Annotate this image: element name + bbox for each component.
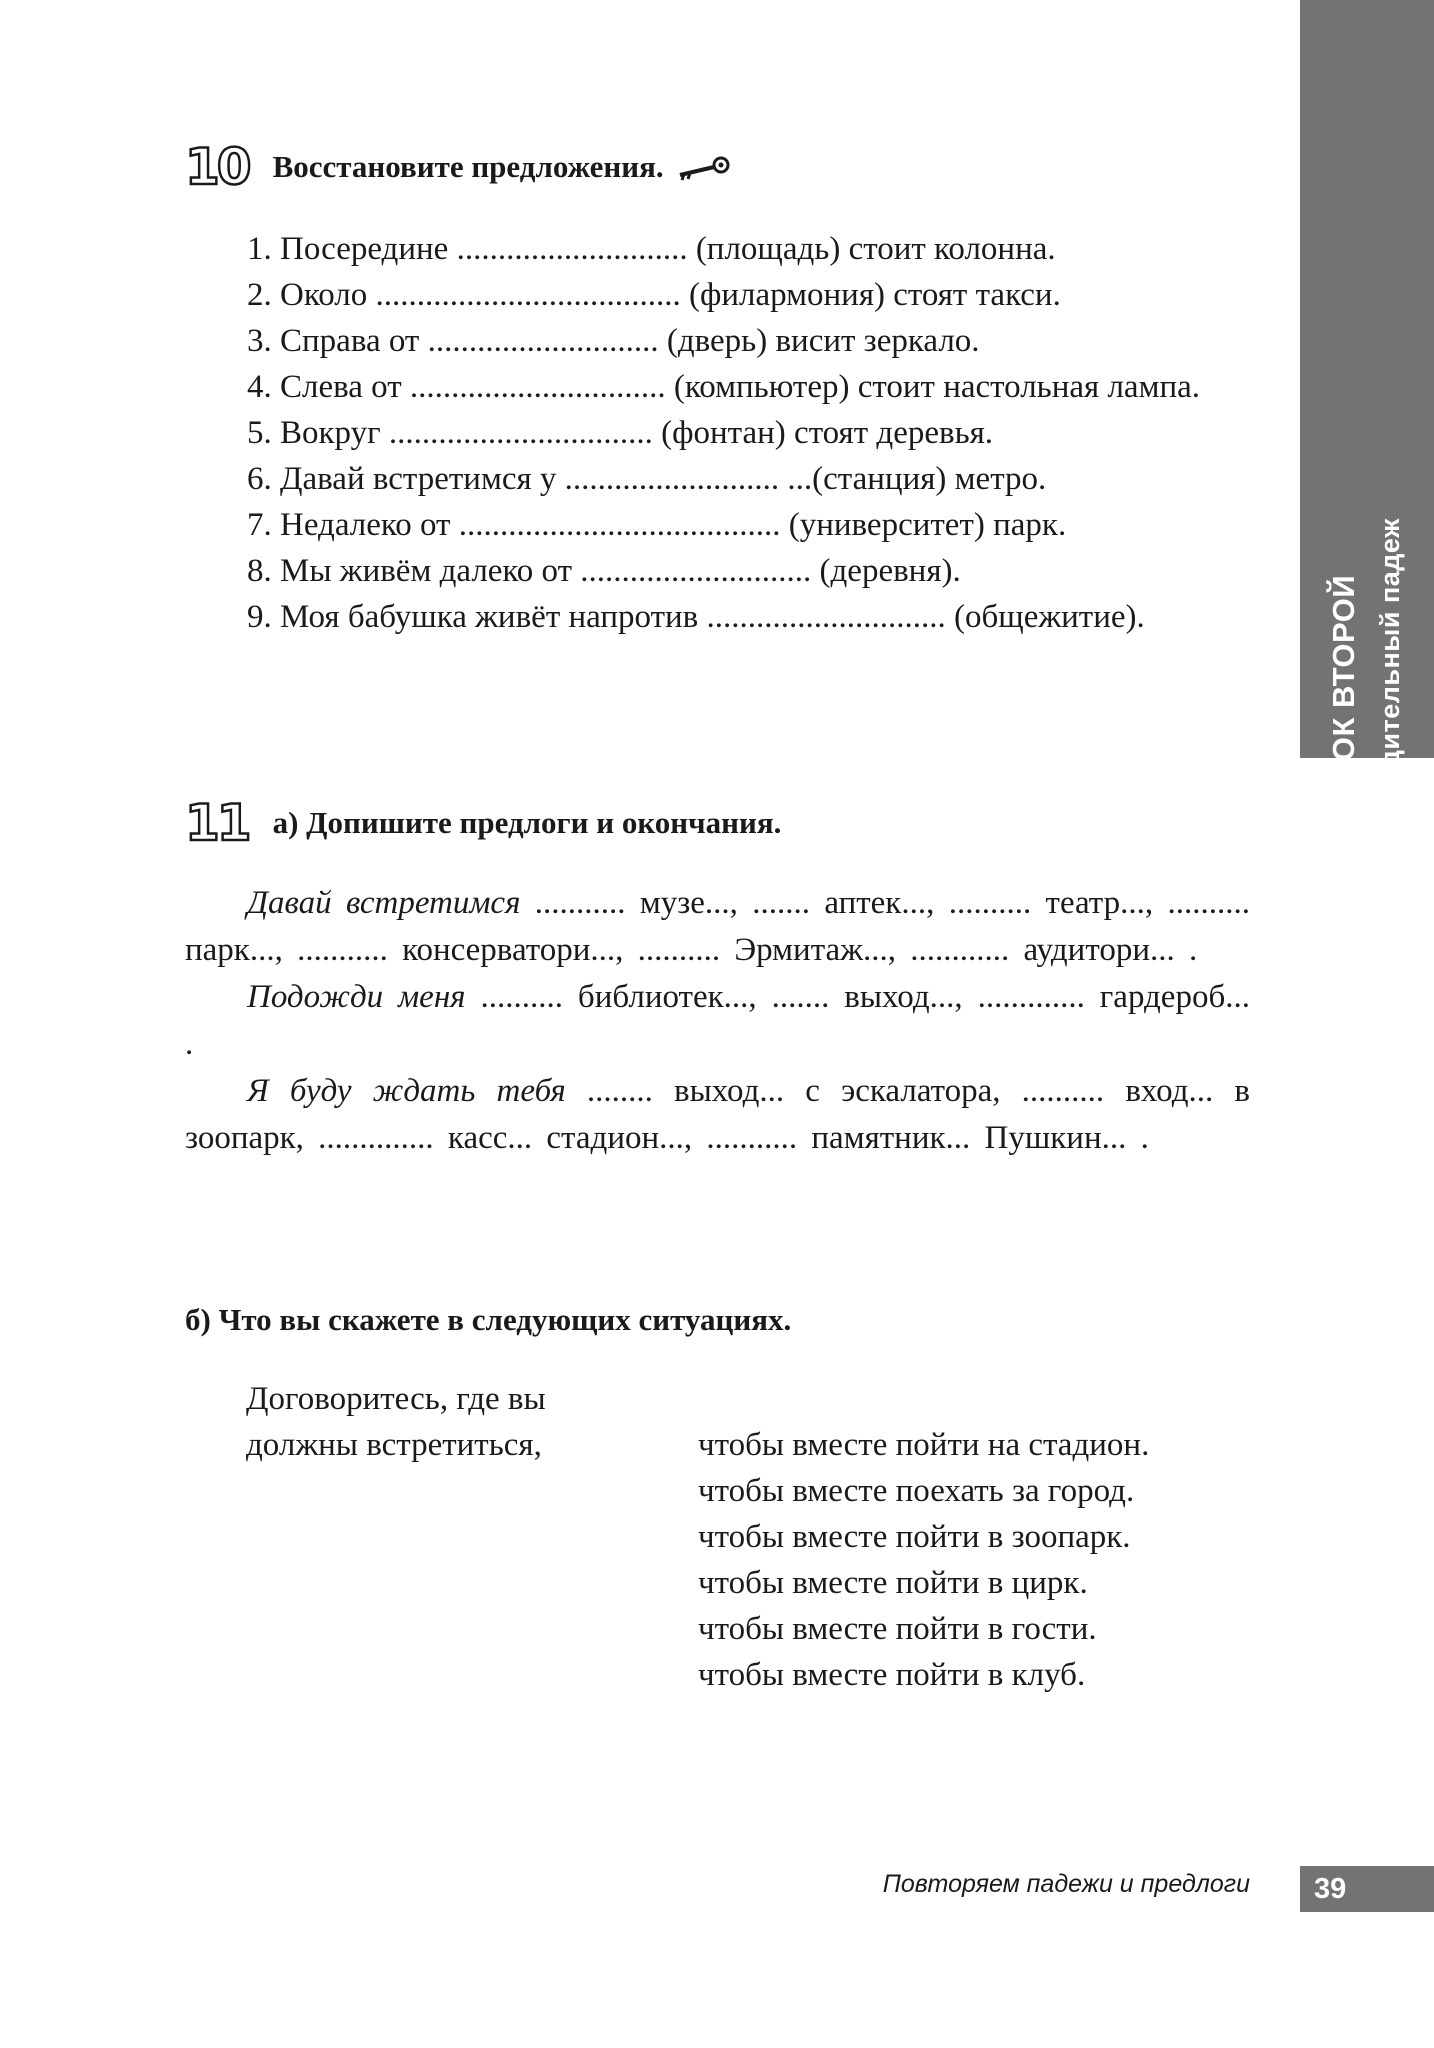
paragraph (185, 1068, 1250, 1162)
situation-item: чтобы вместе пойти на стадион. (698, 1427, 1150, 1463)
paragraph (185, 974, 1250, 1068)
exercise-11b-title: б) Что вы скажете в следующих ситуациях. (185, 1302, 792, 1337)
situation-lead-line: Договоритесь, где вы (246, 1381, 546, 1417)
situation-item: чтобы вместе поехать за город. (698, 1473, 1135, 1509)
page-number: 39 (1300, 1866, 1434, 1912)
list-item: 3. Справа от ............................ (дверь) висит зеркало. (247, 323, 980, 359)
exercise-number: 10 (185, 138, 249, 196)
situation-lead-line: должны встретиться, (246, 1427, 542, 1463)
list-item: 7. Недалеко от ....................................... (университет) парк. (247, 507, 1067, 543)
paragraph-text: ........... музе..., ....... аптек..., .......... театр..., .......... парк..., ........... консерватори..., .......... Эрмитаж..., ............ аудитори... . (185, 885, 1250, 968)
situation-item: чтобы вместе пойти в цирк. (698, 1565, 1088, 1601)
situation-lead (246, 1376, 546, 1468)
exercise-10-list (185, 226, 1250, 640)
exercise-11a-text (185, 880, 1250, 1162)
list-item: 2. Около ..................................... (филармония) стоят такси. (247, 277, 1061, 313)
list-item: 5. Вокруг ................................ (фонтан) стоят деревья. (247, 415, 994, 451)
exercise-title: Восстановите предложения. (272, 149, 664, 184)
paragraph-text: .......... библиотек..., ....... выход..., ............. гардероб... . (185, 979, 1250, 1062)
exercise-title: а) Допишите предлоги и окончания. (272, 805, 782, 840)
topic-label: Родительный падеж (1375, 518, 1405, 802)
key-icon (676, 153, 732, 181)
paragraph-lead: Давай встретимся (247, 885, 521, 921)
paragraph-lead: Подожди меня (247, 979, 466, 1015)
situation-item: чтобы вместе пойти в зоопарк. (698, 1519, 1131, 1555)
paragraph (185, 880, 1250, 974)
exercise-number: 11 (185, 794, 249, 852)
side-tab-label (1321, 518, 1413, 801)
list-item: 1. Посередине ............................ (площадь) стоит колонна. (247, 231, 1056, 267)
situation-list (698, 1422, 1149, 1698)
list-item: 6. Давай встретимся у .......................... ...(станция) метро. (247, 461, 1047, 497)
list-item: 4. Слева от ............................... (компьютер) стоит настольная лампа. (247, 369, 1201, 405)
exercise-10-header (185, 138, 732, 196)
list-item: 9. Моя бабушка живёт напротив ............................. (общежитие). (247, 599, 1145, 635)
exercise-11-header (185, 794, 782, 852)
list-item: 8. Мы живём далеко от ............................ (деревня). (247, 553, 961, 589)
footer-title: Повторяем падежи и предлоги (882, 1870, 1250, 1898)
lesson-label: УРОК ВТОРОЙ (1326, 574, 1361, 802)
paragraph-text: ........ выход... с эскалатора, .......... вход... в зоопарк, .............. касс... стадион..., ........... памятник... Пушкин... . (185, 1073, 1251, 1156)
situation-item: чтобы вместе пойти в клуб. (698, 1657, 1086, 1693)
situation-item: чтобы вместе пойти в гости. (698, 1611, 1097, 1647)
paragraph-lead: Я буду ждать тебя (247, 1073, 566, 1109)
